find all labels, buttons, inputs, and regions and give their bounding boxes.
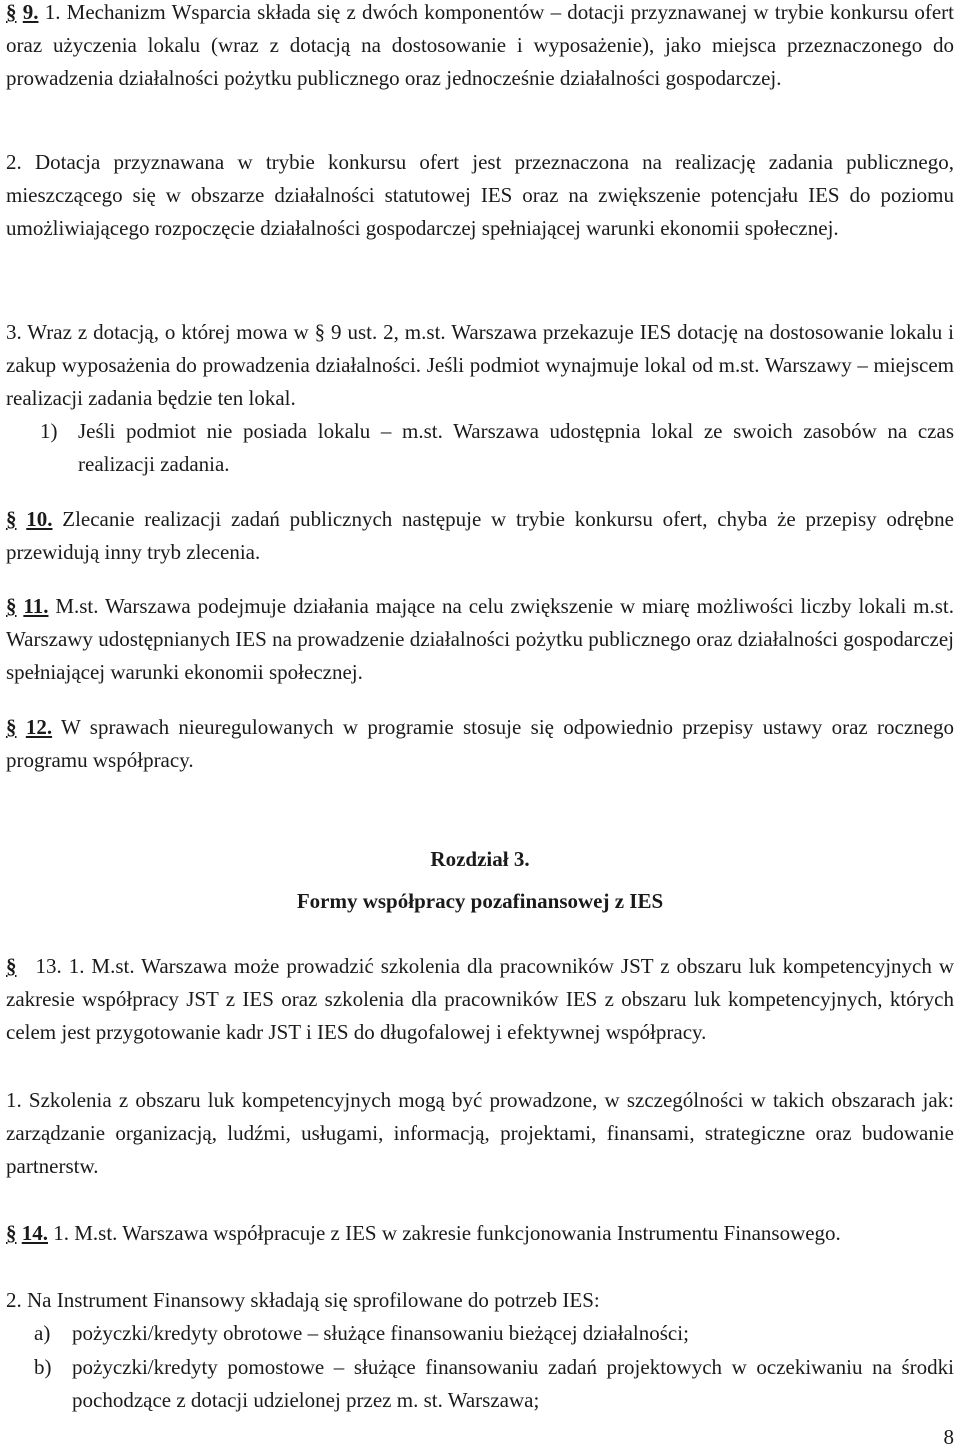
page-number: 8 [943,1425,954,1449]
section-mark-12: § [6,715,17,739]
paragraph-9-1 [6,0,954,95]
section-number-13: 13. [35,954,62,978]
paragraph-13-1: § 13. 1. M.st. Warszawa może prowadzić szkolenia dla pracowników JST z obszaru luk kompetencyjnych w zakresie współpracy JST z IES oraz szkolenia dla pracowników IES z obszaru luk kompetencyjnych, których celem jest przygotowanie kadr JST i IES do długofalowej i efektywnej współpracy. [6,954,954,1044]
section-number-12: 12. [25,715,53,739]
section-number-9: 9. [22,0,39,24]
paragraph-10: § 10. Zlecanie realizacji zadań publicznych następuje w trybie konkursu ofert, chyba że przepisy odrębne przewidują inny tryb zlecenia. [6,507,955,564]
paragraph-11: § 11. M.st. Warszawa podejmuje działania mające na celu zwiększenie w miarę możliwości liczby lokali m.st. Warszawy udostępnianych IES na prowadzenie działalności pożytku publicznego oraz działalności gospodarczej spełniającej warunki ekonomii społecznej. [6,594,955,684]
section-mark-9: § [6,0,17,24]
list-item-9-3-1: Jeśli podmiot nie posiada lokalu – m.st. Warszawa udostępnia lokal ze swoich zasobów na czas realizacji zadania. [78,419,954,476]
chapter-title: Formy współpracy pozafinansowej z IES [296,889,664,913]
section-mark-14: § [6,1221,17,1245]
paragraph-14-1: § 14. 1. M.st. Warszawa współpracuje z IES w zakresie funkcjonowania Instrumentu Finansowego. [6,1221,841,1245]
list-item-label-a: a) [34,1321,51,1345]
section-mark-13: § [6,954,17,978]
list-item-a: pożyczki/kredyty obrotowe – służące finansowaniu bieżącej działalności; [72,1321,689,1345]
section-number-11: 11. [23,594,49,618]
section-mark-10: § [6,507,17,531]
paragraph-12: § 12. W sprawach nieuregulowanych w programie stosuje się odpowiednio przepisy ustawy oraz rocznego programu współpracy. [6,715,954,772]
chapter-label: Rozdział 3. [430,847,530,871]
paragraph-9-3: 3. Wraz z dotacją, o której mowa w § 9 ust. 2, m.st. Warszawa przekazuje IES dotację na dostosowanie lokalu i zakup wyposażenia do prowadzenia działalności. Jeśli podmiot wynajmuje lokal od m.st. Warszawy – miejscem realizacji zadania będzie ten lokal. [6,320,954,410]
list-item-b: pożyczki/kredyty pomostowe – służące finansowaniu zadań projektowych w oczekiwaniu na środki pochodzące z dotacji udzielonej przez m. st. Warszawa; [72,1355,954,1412]
list-item-label-9-3-1: 1) [40,419,58,443]
paragraph-9-1-text: 1. Mechanizm Wsparcia składa się z dwóch komponentów – dotacji przyznawanej w trybie konkursu ofert oraz użyczenia lokalu (wraz z dotacją na dostosowanie i wyposażenie), jako miejsca przeznaczonego do prowadzenia działalności pożytku publicznego oraz jednocześnie działalności gospodarczej. [6,0,955,90]
list-item-label-b: b) [34,1355,52,1379]
section-number-14: 14. [21,1221,48,1245]
paragraph-13-2: 1. Szkolenia z obszaru luk kompetencyjnych mogą być prowadzone, w szczególności w takich obszarach jak: zarządzanie organizacją, ludźmi, usługami, informacją, projektami, finansami, strategiczne oraz budowanie partnerstw. [6,1088,954,1178]
paragraph-14-2: 2. Na Instrument Finansowy składają się sprofilowane do potrzeb IES: [6,1288,600,1312]
paragraph-9-2: 2. Dotacja przyznawana w trybie konkursu ofert jest przeznaczona na realizację zadania publicznego, mieszczącego się w obszarze działalności statutowej IES oraz na zwiększenie potencjału IES do poziomu umożliwiającego rozpoczęcie działalności gospodarczej spełniającej warunki ekonomii społecznej. [6,150,954,240]
section-mark-11: § [6,594,17,618]
section-number-10: 10. [26,507,53,531]
